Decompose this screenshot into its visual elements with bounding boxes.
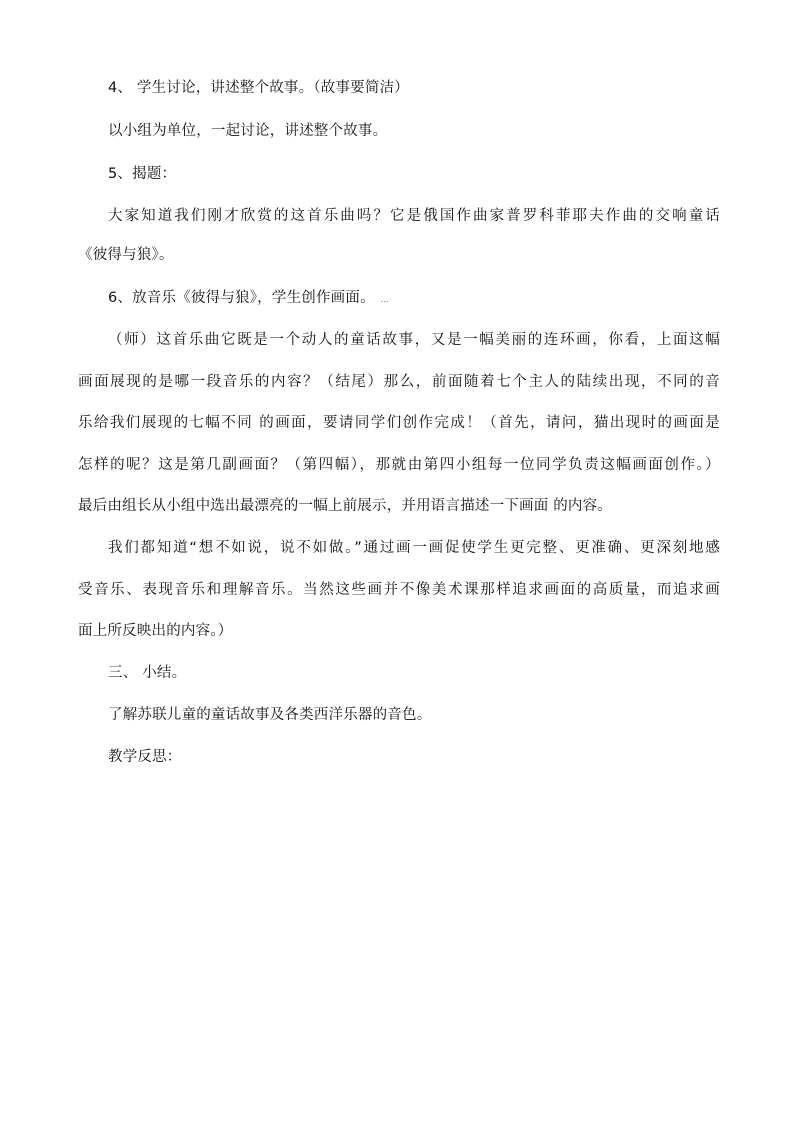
item-6-heading xyxy=(108,288,750,310)
item-5-paragraph-line-1: 大家知道我们刚才欣赏的这首乐曲吗？它是俄国作曲家普罗科菲耶夫作曲的交响童话 xyxy=(108,208,720,224)
item-5-paragraph-line-2: 《彼得与狼》。 xyxy=(78,247,174,263)
teacher-paragraph-line-2: 画面展现的是哪一段音乐的内容？（结尾）那么，前面随着七个主人的陆续出现，不同的音 xyxy=(78,374,720,390)
item-5-heading: 5、揭题： xyxy=(108,166,177,182)
item-4-detail: 以小组为单位，一起讨论，讲述整个故事。 xyxy=(108,123,388,139)
teacher-paragraph-line-3: 乐给我们展现的七幅不同 的画面，要请同学们创作完成！（首先，请问，猫出现时的画面是 xyxy=(78,415,720,431)
quote-paragraph-line-2: 受音乐、表现音乐和理解音乐。当然这些画并不像美术课那样追求画面的高质量，而追求画 xyxy=(78,582,720,598)
item-6-text: 6、放音乐《彼得与狼》，学生创作画面。 xyxy=(108,290,375,306)
reflection-heading: 教学反思： xyxy=(108,749,182,765)
quote-paragraph-line-3: 面上所反映出的内容。） xyxy=(78,623,233,639)
item-6-mark: ... xyxy=(380,295,390,304)
section-3-heading: 三、 小结。 xyxy=(108,665,187,681)
quote-paragraph-line-1: 我们都知道“想不如说，说不如做。”通过画一画促使学生更完整、更准确、更深刻地感 xyxy=(108,540,720,556)
summary-text: 了解苏联儿童的童话故事及各类西洋乐器的音色。 xyxy=(108,707,432,723)
teacher-paragraph-line-1: （师）这首乐曲它既是一个动人的童话故事，又是一幅美丽的连环画，你看，上面这幅 xyxy=(108,332,720,348)
teacher-paragraph-line-4: 怎样的呢？这是第几副画面？（第四幅），那就由第四小组每一位同学负责这幅画面创作。） xyxy=(78,457,720,473)
teacher-paragraph-line-5: 最后由组长从小组中选出最漂亮的一幅上前展示，并用语言描述一下画面 的内容。 xyxy=(78,498,613,514)
item-4-heading: 4、 学生讨论，讲述整个故事。（故事要简洁） xyxy=(108,80,409,96)
